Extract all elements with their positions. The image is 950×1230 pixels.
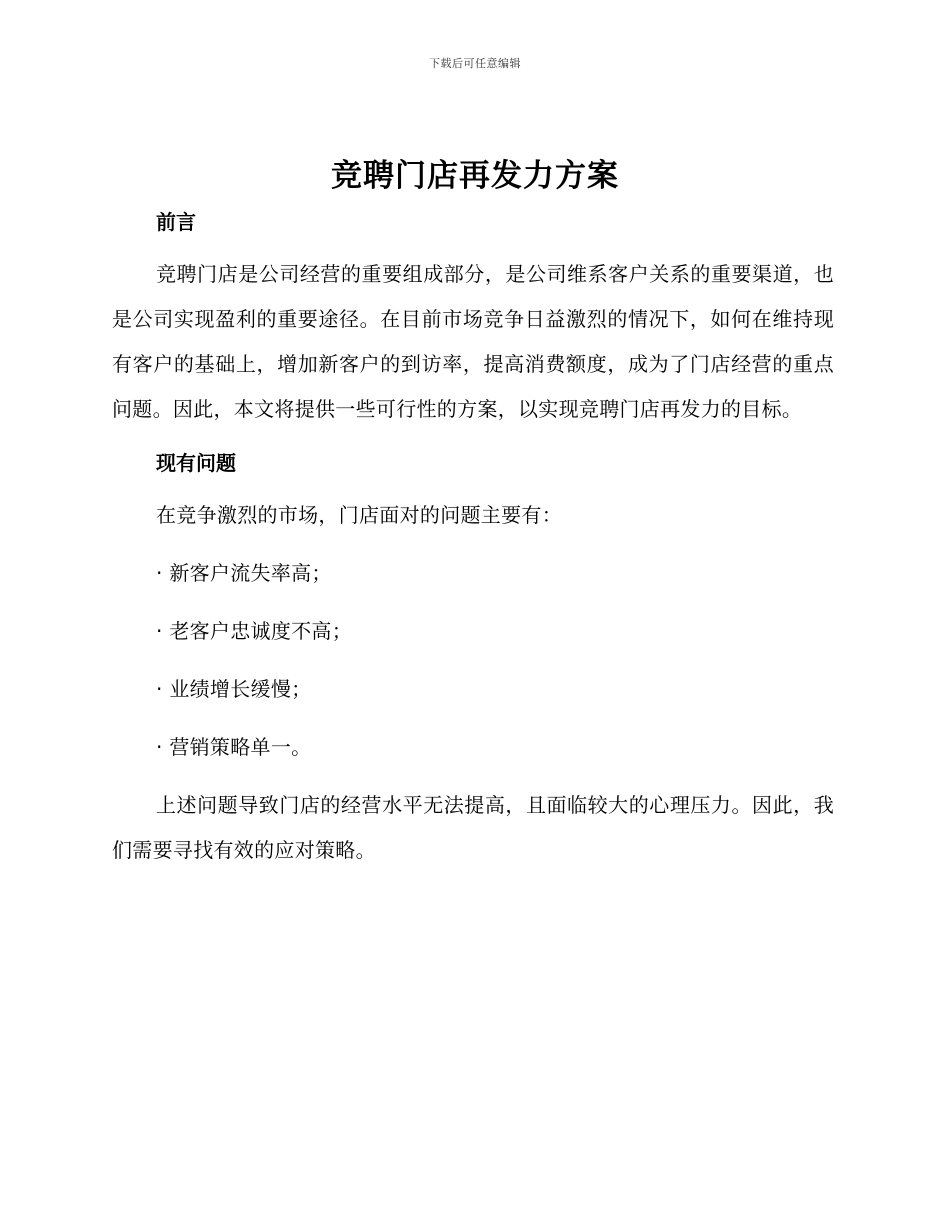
problems-conclusion: 上述问题导致门店的经营水平无法提高，且面临较大的心理压力。因此，我们需要寻找有效的应对策略。 bbox=[112, 793, 834, 862]
list-item: · 营销策略单一。 bbox=[156, 735, 312, 759]
document-body bbox=[112, 203, 834, 873]
list-item: · 业绩增长缓慢； bbox=[156, 677, 312, 701]
preface-paragraph: 竞聘门店是公司经营的重要组成部分，是公司维系客户关系的重要渠道，也是公司实现盈利的重要途径。在目前市场竞争日益激烈的情况下，如何在维持现有客户的基础上，增加新客户的到访率，提高消费额度，成为了门店经营的重点问题。因此，本文将提供一些可行性的方案，以实现竞聘门店再发力的目标。 bbox=[112, 262, 834, 421]
header-note: 下载后可任意编辑 bbox=[429, 57, 521, 70]
section-heading-problems: 现有问题 bbox=[156, 451, 236, 475]
problems-intro: 在竞争激烈的市场，门店面对的问题主要有： bbox=[156, 503, 562, 527]
list-item: · 新客户流失率高； bbox=[156, 561, 332, 585]
section-heading-preface: 前言 bbox=[156, 210, 196, 234]
list-item: · 老客户忠诚度不高； bbox=[156, 619, 353, 643]
document-title: 竞聘门店再发力方案 bbox=[331, 158, 619, 194]
